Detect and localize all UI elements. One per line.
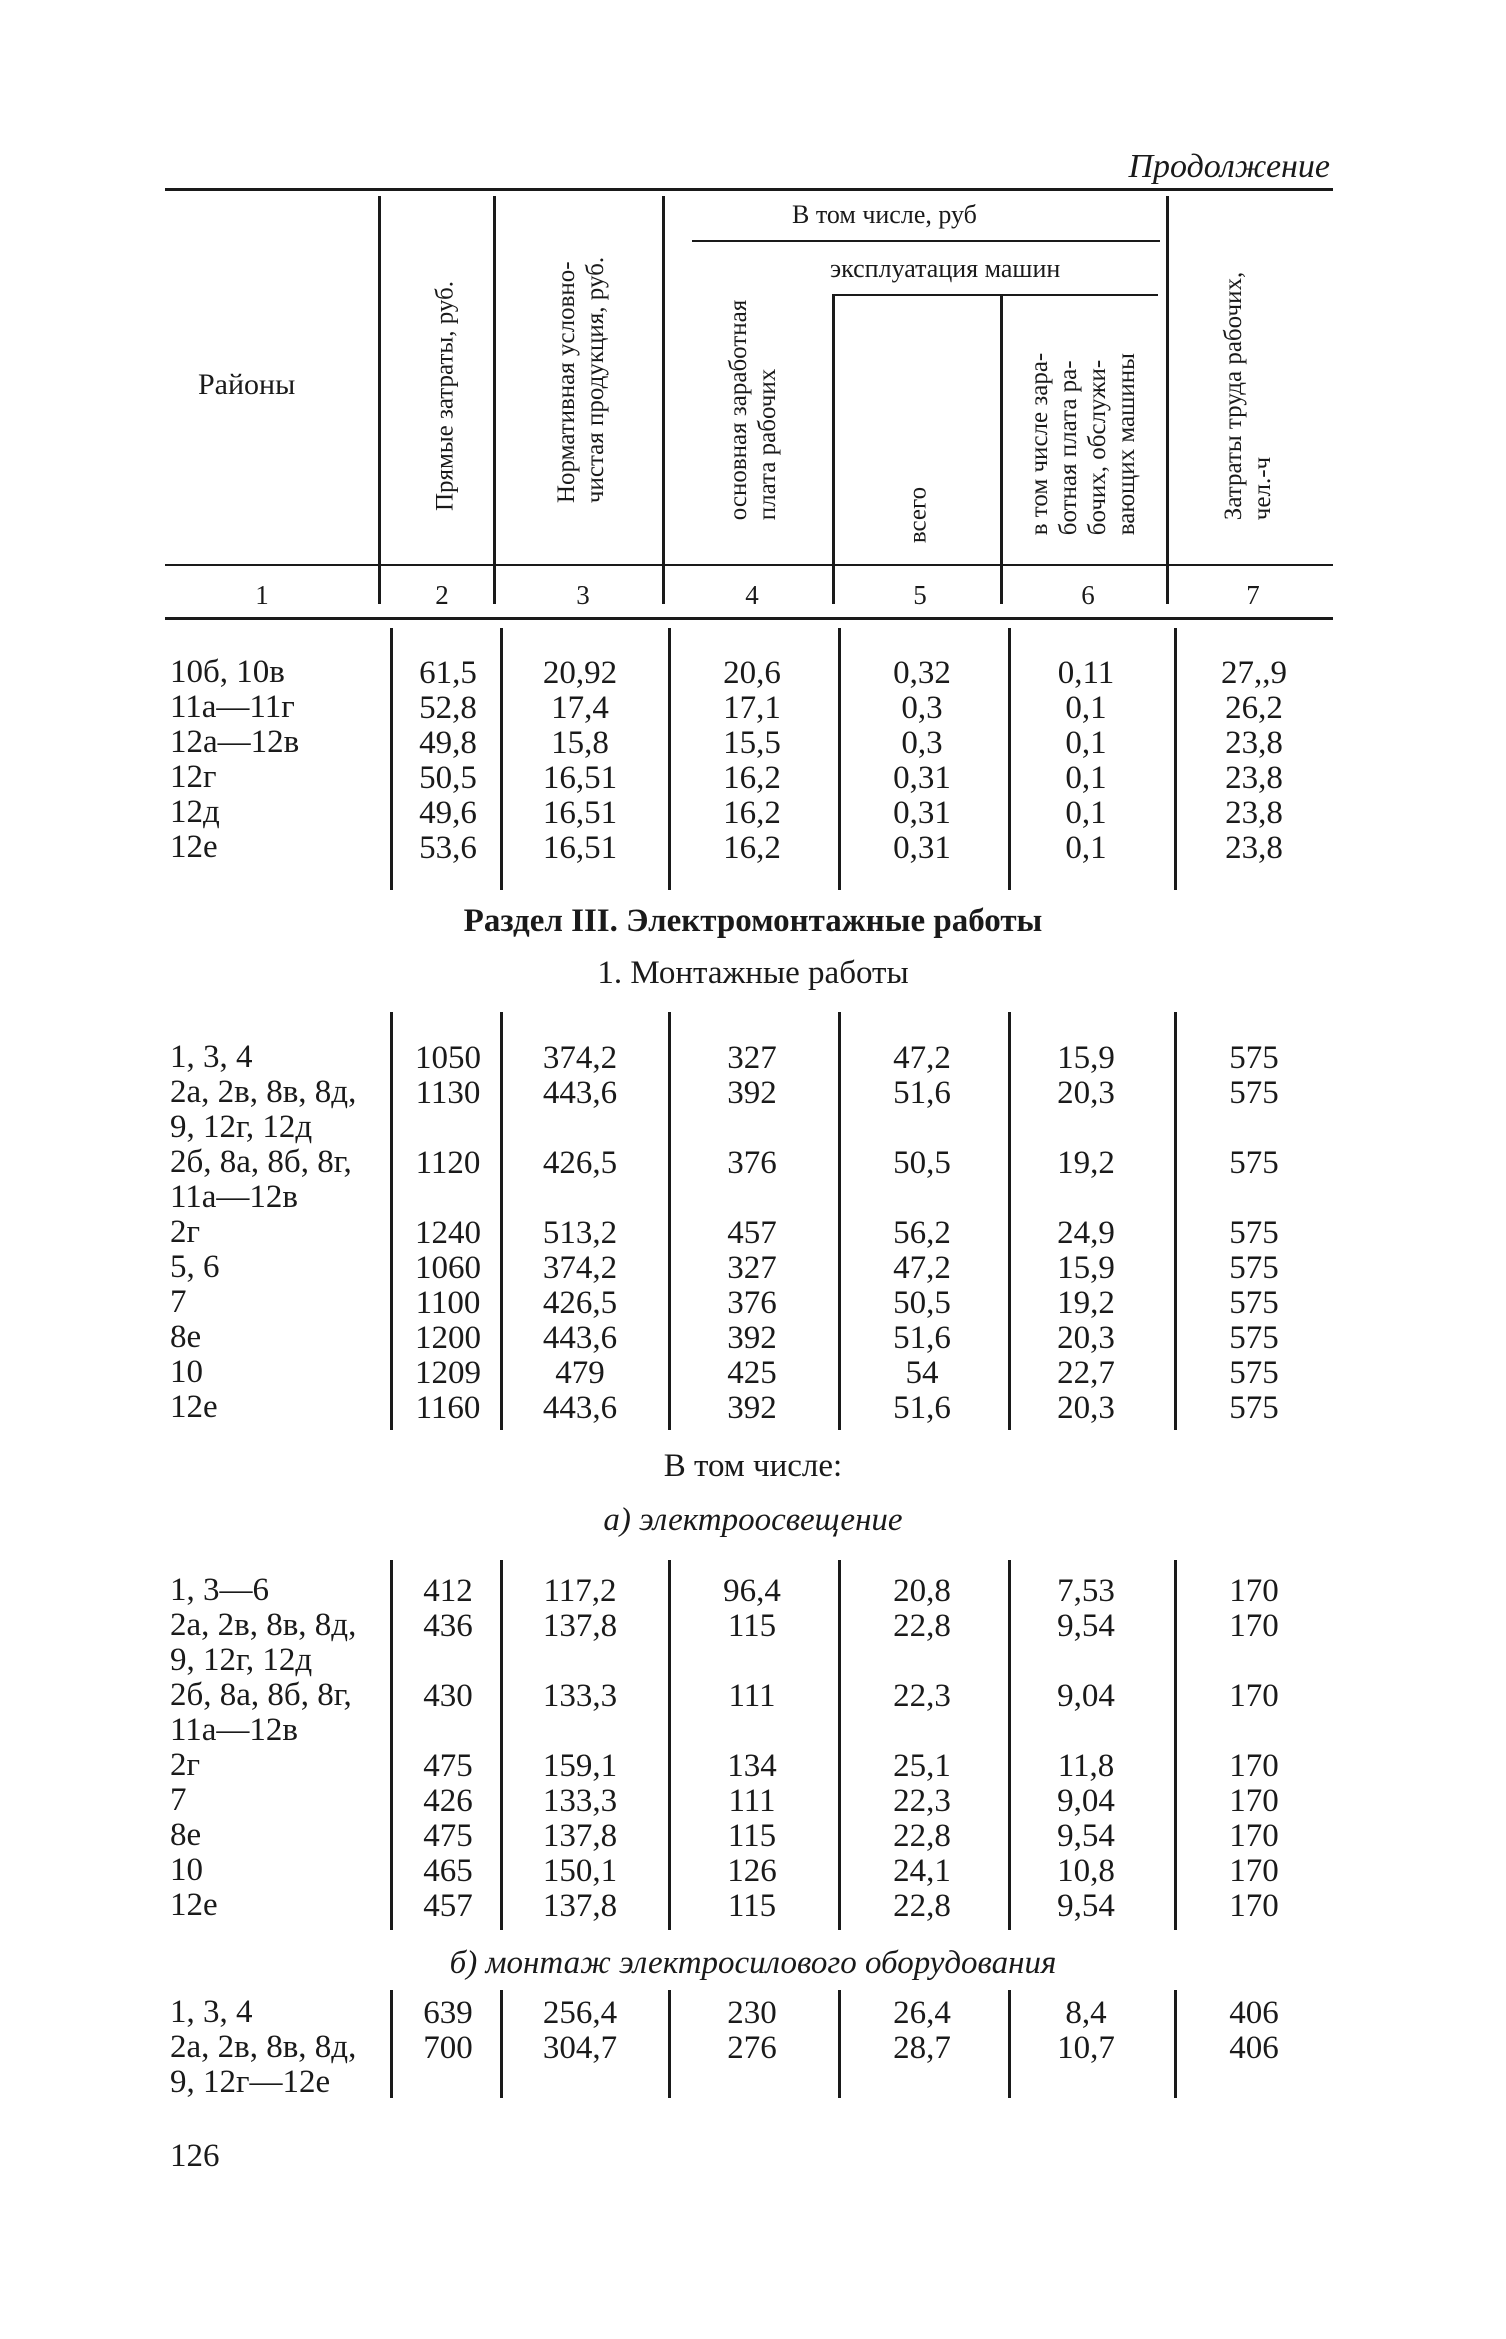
table-cell-c6: 0,1 [1065, 690, 1107, 726]
header-col7: Затраты труда рабочих, чел.-ч [1220, 271, 1276, 521]
table-cell-c6: 7,53 [1057, 1573, 1115, 1609]
table-cell-c6: 0,1 [1065, 830, 1107, 866]
table-cell-c7: 575 [1229, 1215, 1279, 1251]
section-subtitle: 1. Монтажные работы [597, 955, 909, 991]
header-subrule [832, 294, 1158, 296]
table-cell-c6: 20,3 [1057, 1390, 1115, 1426]
table-cell-c2: 1120 [415, 1145, 481, 1181]
table-cell-c3: 374,2 [542, 1250, 618, 1286]
table-cell-c7: 170 [1229, 1783, 1279, 1819]
table-cell-c5: 47,2 [893, 1040, 951, 1076]
table-cell-c2: 430 [423, 1678, 473, 1714]
col-num-5: 5 [913, 580, 927, 610]
table-cell-c5: 0,3 [901, 725, 943, 761]
table-cell-c4: 16,2 [723, 760, 781, 796]
table-cell-c5: 0,3 [901, 690, 943, 726]
table-cell-c6: 0,1 [1065, 760, 1107, 796]
table-cell-c6: 8,4 [1065, 1995, 1107, 2031]
table-row-label-cont: 9, 12г, 12д [170, 1109, 313, 1145]
table-row-label: 12а—12в [170, 724, 300, 760]
table-cell-c5: 50,5 [893, 1285, 951, 1321]
table-cell-c7: 26,2 [1225, 690, 1283, 726]
table-cell-c5: 22,3 [893, 1783, 951, 1819]
table-cell-c5: 22,3 [893, 1678, 951, 1714]
table-row-label: 1, 3, 4 [170, 1039, 253, 1075]
table-cell-c7: 575 [1229, 1285, 1279, 1321]
table-cell-c7: 170 [1229, 1608, 1279, 1644]
table-cell-c7: 170 [1229, 1818, 1279, 1854]
table-cell-c6: 20,3 [1057, 1320, 1115, 1356]
table-cell-c4: 16,2 [723, 795, 781, 831]
table-cell-c7: 575 [1229, 1075, 1279, 1111]
column-divider [390, 628, 393, 890]
table-cell-c6: 9,04 [1057, 1783, 1115, 1819]
section-title: Раздел III. Электромонтажные работы [463, 903, 1043, 939]
table-cell-c5: 22,8 [893, 1608, 951, 1644]
table-row-label: 10 [170, 1354, 203, 1390]
table-cell-c3: 443,6 [542, 1075, 618, 1111]
column-divider [668, 1012, 671, 1430]
table-cell-c6: 24,9 [1057, 1215, 1115, 1251]
column-divider [1174, 628, 1177, 890]
table-cell-c6: 19,2 [1057, 1285, 1115, 1321]
table-cell-c6: 10,8 [1057, 1853, 1115, 1889]
table-cell-c2: 436 [423, 1608, 473, 1644]
table-row-label: 12е [170, 1389, 218, 1425]
table-cell-c2: 475 [423, 1748, 473, 1784]
table-cell-c6: 0,1 [1065, 725, 1107, 761]
column-divider [1008, 628, 1011, 890]
table-cell-c4: 392 [727, 1320, 777, 1356]
column-divider [668, 1560, 671, 1930]
header-col6: в том числе зара- ботная плата ра- бочих, обслужи- вающих машины [1026, 352, 1140, 536]
table-cell-c7: 406 [1229, 2030, 1279, 2066]
table-cell-c6: 9,54 [1057, 1888, 1115, 1924]
table-cell-c2: 1160 [415, 1390, 481, 1426]
table-cell-c7: 170 [1229, 1678, 1279, 1714]
table-row-label: 8е [170, 1817, 202, 1853]
header-ekspluatatsiya: эксплуатация машин [830, 254, 1061, 283]
table-cell-c7: 575 [1229, 1390, 1279, 1426]
table-row-label: 7 [170, 1782, 187, 1818]
table-cell-c7: 575 [1229, 1040, 1279, 1076]
table-cell-c4: 392 [727, 1390, 777, 1426]
table-cell-c6: 9,54 [1057, 1608, 1115, 1644]
table-cell-c2: 475 [423, 1818, 473, 1854]
table-cell-c5: 56,2 [893, 1215, 951, 1251]
numbers-bottom-rule [165, 617, 1333, 620]
table-row-label: 1, 3—6 [170, 1572, 269, 1608]
col-num-1: 1 [255, 580, 269, 610]
table-row-label: 5, 6 [170, 1249, 220, 1285]
table-cell-c5: 22,8 [893, 1818, 951, 1854]
header-divider [378, 196, 381, 604]
table-cell-c3: 17,4 [551, 690, 609, 726]
table-cell-c3: 15,8 [551, 725, 609, 761]
table-cell-c7: 170 [1229, 1853, 1279, 1889]
table-cell-c5: 25,1 [893, 1748, 951, 1784]
table-cell-c4: 425 [727, 1355, 777, 1391]
table-cell-c5: 22,8 [893, 1888, 951, 1924]
table-cell-c3: 16,51 [542, 760, 618, 796]
column-divider [1174, 1012, 1177, 1430]
table-cell-c7: 23,8 [1225, 725, 1283, 761]
table-cell-c4: 230 [727, 1995, 777, 2031]
table-cell-c4: 115 [727, 1608, 777, 1644]
column-divider [500, 1560, 503, 1930]
table-row-label: 2г [170, 1747, 201, 1783]
table-cell-c2: 700 [423, 2030, 473, 2066]
table-cell-c4: 115 [727, 1888, 777, 1924]
col-num-7: 7 [1246, 580, 1260, 610]
table-cell-c5: 54 [905, 1355, 939, 1391]
table-cell-c6: 10,7 [1057, 2030, 1115, 2066]
table-cell-c2: 1060 [415, 1250, 481, 1286]
table-cell-c2: 61,5 [419, 655, 477, 691]
table-cell-c7: 406 [1229, 1995, 1279, 2031]
table-cell-c3: 137,8 [542, 1608, 618, 1644]
header-divider [832, 296, 835, 604]
table-row-label: 2г [170, 1214, 201, 1250]
table-cell-c5: 28,7 [893, 2030, 951, 2066]
table-cell-c3: 133,3 [542, 1783, 618, 1819]
table-cell-c5: 50,5 [893, 1145, 951, 1181]
table-cell-c7: 575 [1229, 1145, 1279, 1181]
table-cell-c2: 1240 [415, 1215, 481, 1251]
header-divider [493, 196, 496, 604]
table-cell-c7: 170 [1229, 1888, 1279, 1924]
table-cell-c7: 575 [1229, 1320, 1279, 1356]
table-cell-c3: 117,2 [543, 1573, 617, 1609]
table-cell-c5: 0,31 [893, 795, 951, 831]
table-row-label: 12г [170, 759, 217, 795]
header-divider [662, 196, 665, 604]
table-cell-c2: 1130 [415, 1075, 481, 1111]
table-cell-c2: 49,6 [419, 795, 477, 831]
table-cell-c4: 16,2 [723, 830, 781, 866]
table-cell-c5: 51,6 [893, 1390, 951, 1426]
table-cell-c5: 51,6 [893, 1075, 951, 1111]
table-cell-c3: 16,51 [542, 795, 618, 831]
column-divider [838, 1990, 841, 2098]
table-cell-c5: 0,31 [893, 830, 951, 866]
table-cell-c4: 115 [727, 1818, 777, 1854]
column-divider [390, 1012, 393, 1430]
table-row-label: 12е [170, 1887, 218, 1923]
table-cell-c5: 26,4 [893, 1995, 951, 2031]
table-cell-c3: 16,51 [542, 830, 618, 866]
table-cell-c7: 23,8 [1225, 760, 1283, 796]
table-cell-c5: 0,32 [893, 655, 951, 691]
continuation-label: Продолжение [1128, 148, 1330, 185]
table-cell-c7: 575 [1229, 1355, 1279, 1391]
table-cell-c5: 24,1 [893, 1853, 951, 1889]
table-cell-c7: 170 [1229, 1573, 1279, 1609]
table-cell-c2: 426 [423, 1783, 473, 1819]
column-divider [500, 1990, 503, 2098]
table-cell-c4: 111 [728, 1678, 776, 1714]
table-cell-c7: 575 [1229, 1250, 1279, 1286]
table-cell-c4: 457 [727, 1215, 777, 1251]
table-row-label-cont: 11а—12в [170, 1179, 299, 1215]
header-rayony: Районы [198, 368, 296, 401]
header-v-tom-chisle: В том числе, руб [792, 200, 977, 229]
table-cell-c5: 51,6 [893, 1320, 951, 1356]
table-cell-c4: 327 [727, 1040, 777, 1076]
table-cell-c2: 1050 [415, 1040, 481, 1076]
table-cell-c6: 9,04 [1057, 1678, 1115, 1714]
table-cell-c3: 256,4 [542, 1995, 618, 2031]
table-cell-c5: 20,8 [893, 1573, 951, 1609]
table-cell-c2: 465 [423, 1853, 473, 1889]
col-num-6: 6 [1081, 580, 1095, 610]
table-cell-c3: 513,2 [542, 1215, 618, 1251]
table-cell-c7: 23,8 [1225, 830, 1283, 866]
table-row-label: 2а, 2в, 8в, 8д, [170, 1074, 357, 1110]
table-cell-c4: 126 [727, 1853, 777, 1889]
table-cell-c6: 11,8 [1057, 1748, 1115, 1784]
table-cell-c6: 0,11 [1057, 655, 1115, 691]
table-row-label: 7 [170, 1284, 187, 1320]
sub-a-title: а) электроосвещение [603, 1502, 903, 1538]
v-tom-chisle-label: В том числе: [663, 1448, 843, 1484]
table-top-rule [165, 188, 1333, 191]
table-cell-c4: 376 [727, 1145, 777, 1181]
table-cell-c7: 23,8 [1225, 795, 1283, 831]
column-divider [838, 628, 841, 890]
table-cell-c3: 479 [555, 1355, 605, 1391]
header-divider [1166, 196, 1169, 604]
table-cell-c4: 111 [728, 1783, 776, 1819]
table-cell-c4: 327 [727, 1250, 777, 1286]
column-divider [1174, 1560, 1177, 1930]
table-row-label: 1, 3, 4 [170, 1994, 253, 2030]
table-cell-c3: 150,1 [542, 1853, 618, 1889]
sub-b-title: б) монтаж электросилового оборудования [449, 1945, 1057, 1981]
header-bottom-rule [165, 564, 1333, 566]
table-cell-c2: 1200 [415, 1320, 481, 1356]
table-cell-c4: 17,1 [723, 690, 781, 726]
table-row-label-cont: 11а—12в [170, 1712, 299, 1748]
table-cell-c2: 639 [423, 1995, 473, 2031]
table-row-label: 8е [170, 1319, 202, 1355]
table-cell-c4: 392 [727, 1075, 777, 1111]
table-cell-c6: 22,7 [1057, 1355, 1115, 1391]
table-row-label: 2а, 2в, 8в, 8д, [170, 2029, 357, 2065]
table-cell-c4: 20,6 [723, 655, 781, 691]
table-cell-c5: 0,31 [893, 760, 951, 796]
header-col2: Прямые затраты, руб. [431, 280, 459, 512]
table-cell-c4: 134 [727, 1748, 777, 1784]
table-cell-c3: 137,8 [542, 1818, 618, 1854]
col-num-3: 3 [576, 580, 590, 610]
column-divider [1008, 1990, 1011, 2098]
table-cell-c5: 47,2 [893, 1250, 951, 1286]
table-cell-c2: 49,8 [419, 725, 477, 761]
table-cell-c2: 1100 [415, 1285, 481, 1321]
table-row-label: 10б, 10в [170, 654, 285, 690]
table-cell-c6: 15,9 [1057, 1040, 1115, 1076]
column-divider [838, 1012, 841, 1430]
col-num-4: 4 [745, 580, 759, 610]
table-cell-c3: 426,5 [542, 1285, 618, 1321]
table-cell-c6: 9,54 [1057, 1818, 1115, 1854]
table-cell-c2: 52,8 [419, 690, 477, 726]
table-cell-c3: 443,6 [542, 1320, 618, 1356]
table-cell-c4: 376 [727, 1285, 777, 1321]
table-cell-c6: 0,1 [1065, 795, 1107, 831]
table-cell-c3: 374,2 [542, 1040, 618, 1076]
table-cell-c3: 20,92 [542, 655, 618, 691]
table-row-label: 12д [170, 794, 220, 830]
table-cell-c3: 304,7 [542, 2030, 618, 2066]
table-cell-c6: 15,9 [1057, 1250, 1115, 1286]
table-cell-c7: 170 [1229, 1748, 1279, 1784]
table-cell-c3: 443,6 [542, 1390, 618, 1426]
column-divider [1008, 1560, 1011, 1930]
table-cell-c3: 133,3 [542, 1678, 618, 1714]
column-divider [390, 1560, 393, 1930]
header-divider [1000, 296, 1003, 604]
column-divider [668, 1990, 671, 2098]
table-cell-c6: 19,2 [1057, 1145, 1115, 1181]
table-cell-c2: 1209 [415, 1355, 481, 1391]
column-divider [390, 1990, 393, 2098]
table-row-label-cont: 9, 12г, 12д [170, 1642, 313, 1678]
table-row-label: 2б, 8а, 8б, 8г, [170, 1144, 352, 1180]
table-cell-c4: 15,5 [723, 725, 781, 761]
table-cell-c2: 53,6 [419, 830, 477, 866]
table-cell-c3: 426,5 [542, 1145, 618, 1181]
table-cell-c4: 96,4 [723, 1573, 781, 1609]
header-col5: всего [904, 486, 932, 544]
header-subrule [692, 240, 1160, 242]
table-row-label: 2б, 8а, 8б, 8г, [170, 1677, 352, 1713]
table-cell-c6: 20,3 [1057, 1075, 1115, 1111]
page-number: 126 [170, 2138, 220, 2174]
header-col3: Нормативная условно- чистая продукция, руб. [553, 256, 609, 504]
column-divider [668, 628, 671, 890]
table-row-label: 12е [170, 829, 218, 865]
table-cell-c4: 276 [727, 2030, 777, 2066]
table-cell-c3: 137,8 [542, 1888, 618, 1924]
table-cell-c7: 27,,9 [1221, 655, 1287, 691]
table-cell-c2: 457 [423, 1888, 473, 1924]
table-row-label-cont: 9, 12г—12е [170, 2064, 331, 2100]
table-cell-c3: 159,1 [542, 1748, 618, 1784]
col-num-2: 2 [435, 580, 449, 610]
table-cell-c2: 412 [423, 1573, 473, 1609]
table-row-label: 10 [170, 1852, 203, 1888]
table-row-label: 2а, 2в, 8в, 8д, [170, 1607, 357, 1643]
table-cell-c2: 50,5 [419, 760, 477, 796]
column-divider [1008, 1012, 1011, 1430]
header-col4: основная заработная плата рабочих [725, 299, 781, 521]
column-divider [838, 1560, 841, 1930]
column-divider [500, 628, 503, 890]
column-divider [1174, 1990, 1177, 2098]
column-divider [500, 1012, 503, 1430]
table-row-label: 11а—11г [170, 689, 295, 725]
